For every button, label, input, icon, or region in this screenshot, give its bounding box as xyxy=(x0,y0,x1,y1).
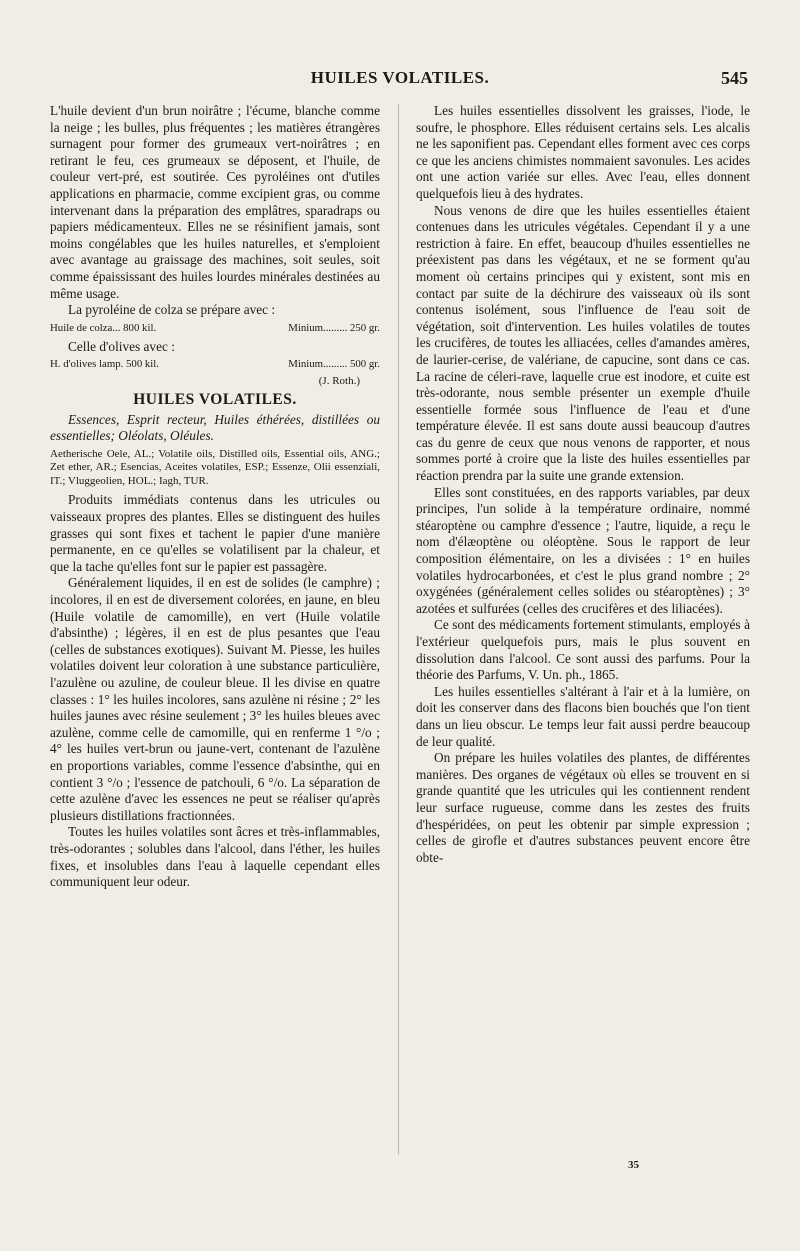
recipe-line xyxy=(50,357,380,372)
paragraph: Nous venons de dire que les huiles essentielles étaient contenues dans les utricules végétales. Cependant il y a une restriction à faire. En effet, beaucoup d'huiles essentielles ne préexistent pas dans les végétaux, et ne se forment qu'au moment où certains principes qui y existent, sont mis en contact par suite de la déchirure des vaisseaux où ils sont contenus isolément, sous l'influence de l'eau soit de végétation, soit d'intervention. Les huiles volatiles de toutes les crucifères, de toutes les alliacées, celles d'amandes amères, de laurier-cerise, de valériane, de capucine, sont dans ce cas. La racine de céleri-rave, laquelle crue est inodore, et cuite est très-odorante, nous semble présenter un exemple d'huile essentielle formée sous l'influence de l'eau et d'une température élevée. Il est sans doute aussi beaucoup d'autres cas du genre de ceux que nous venons de rapporter, et nous sommes porté à croire que la liste des huiles essentielles par réaction prendra par la suite une grande extension. xyxy=(416,202,750,484)
recipe-ingredient: Huile de colza... 800 kil. xyxy=(50,321,157,334)
page-header xyxy=(0,60,800,100)
recipe-line xyxy=(50,321,380,336)
running-title: HUILES VOLATILES. xyxy=(310,68,490,87)
left-column xyxy=(50,103,380,891)
paragraph: Toutes les huiles volatiles sont âcres et très-inflammables, très-odorantes ; solubles dans l'alcool, dans l'éther, les huiles fixes, et insolubles dans l'eau à laquelle cependant elles communiquent leur odeur. xyxy=(50,824,380,890)
recipe-ingredient: Minium......... 250 gr. xyxy=(288,321,380,334)
paragraph: L'huile devient d'un brun noirâtre ; l'écume, blanche comme la neige ; les bulles, plus fréquentes ; les matières étrangères surnagent pour former des grumeaux vert-noirâtres ; en retirant le feu, ces grumeaux se déposent, et l'huile, de couleur vert-pré, est soutirée. Ces pyroléines ont d'utiles applications en pharmacie, comme excipient gras, ou comme intervenant dans la préparation des emplâtres, sparadraps ou papiers médicamenteux. Elles ne se résinifient jamais, sont moins congélables que les huiles naturelles, et s'emploient avec avantage au graissage des machines, soit seules, soit comme épaississant des huiles lourdes minérales destinées au même usage. xyxy=(50,103,380,301)
paragraph: Les huiles essentielles s'altérant à l'air et à la lumière, on doit les conserver dans des flacons bien bouchés que l'on tient dans un lieu obscur. Le temps leur fait aussi perdre beaucoup de leur qualité. xyxy=(416,683,750,749)
synonyms: Essences, Esprit recteur, Huiles éthérées, distillées ou essentielles; Oléolats, Oléules. xyxy=(50,411,380,444)
paragraph: Produits immédiats contenus dans les utricules ou vaisseaux propres des plantes. Elles se distinguent des huiles grasses qui sont fixes et tachent le papier d'une manière permanente, en ce qu'elles se volatilisent par la chaleur, et que la tache qu'elles font sur le papier est passagère. xyxy=(50,492,380,574)
recipe-ingredient: H. d'olives lamp. 500 kil. xyxy=(50,358,160,371)
attribution: (J. Roth.) xyxy=(318,375,360,388)
paragraph: Elles sont constituées, en des rapports variables, par deux principes, l'un solide à la température ordinaire, nommé stéaroptène ou camphre d'essence ; l'autre, liquide, a reçu le nom d'élæoptène ou oléoptène. Sous le rapport de leur composition élémentaire, on les a divisées : 1° en huiles volatiles hydrocarbonées, et c'est le plus grand nombre ; 2° oxygénées (généralement celles solides ou stéaroptènes) ; 3° azotées et sulfurées (celles des crucifères et des liliacées). xyxy=(416,484,750,616)
paragraph: Ce sont des médicaments fortement stimulants, employés à l'extérieur quelquefois purs, mais le plus souvent en dissolution dans l'alcool. Ce sont aussi des parfums. Pour la théorie des Parfums, V. Un. ph., 1865. xyxy=(416,617,750,683)
paragraph: On prépare les huiles volatiles des plantes, de différentes manières. Des organes de végétaux où elles se trouvent en si grande quantité que les utricules qui les contiennent rendent leur surface rugueuse, comme dans les zestes des fruits d'hespéridées, on peut les obtenir par simple expression ; celles de girofle et d'autres substances peuvent encore être obte- xyxy=(416,750,750,865)
paragraph: Généralement liquides, il en est de solides (le camphre) ; incolores, il en est de diversement colorées, en jaune, en bleu (Huile volatile de camomille), en vert (Huile volatile d'absinthe) ; légères, il en est de plus pesantes que l'eau (celles de substances exotiques). Suivant M. Piesse, les huiles volatiles doivent leur coloration à une substance particulière, l'azulène ou azuline, de couleur bleue. Il les divise en quatre classes : 1° les huiles incolores, sans azulène ni résine ; 2° les huiles jaunes avec résine seulement ; 3° les huiles bleues avec azulène, comme celle de camomille, qui en renferme 1 °/o ; 4° les huiles vert-brun ou jaune-vert, contenant de l'azulène en proportions variables, comme l'essence d'absinthe, qui en contient 3 °/o ; l'essence de patchouli, 6 °/o. La séparation de cette azulène d'avec les essences ne peut se réaliser qu'après plusieurs distillations fractionnées. xyxy=(50,575,380,823)
foreign-names: Aetherische Oele, AL.; Volatile oils, Distilled oils, Essential oils, ANG.; Zet ether, AR.; Esencias, Aceites volatiles, ESP.; Essenze, Olii essenziali, IT.; Vluggeolien, HOL.; Iagh, TUR. xyxy=(50,447,380,487)
recipe-ingredient: Minium......... 500 gr. xyxy=(288,358,380,371)
right-column xyxy=(416,103,750,866)
page-number: 545 xyxy=(721,68,748,88)
section-heading: HUILES VOLATILES. xyxy=(133,390,297,408)
paragraph: Les huiles essentielles dissolvent les graisses, l'iode, le soufre, le phosphore. Elles réduisent certains sels. Les alcalis ne les saponifient pas. Cependant elles forment avec ces corps ce que les anciens chimistes nommaient savonules. Les acides ont une action variée sur elles. Avec l'eau, elles donnent quelquefois lieu à des hydrates. xyxy=(416,103,750,201)
paragraph: Celle d'olives avec : xyxy=(68,338,175,354)
column-divider xyxy=(398,104,399,1154)
signature-mark: 35 xyxy=(628,1159,639,1171)
paragraph: La pyroléine de colza se prépare avec : xyxy=(68,302,276,318)
